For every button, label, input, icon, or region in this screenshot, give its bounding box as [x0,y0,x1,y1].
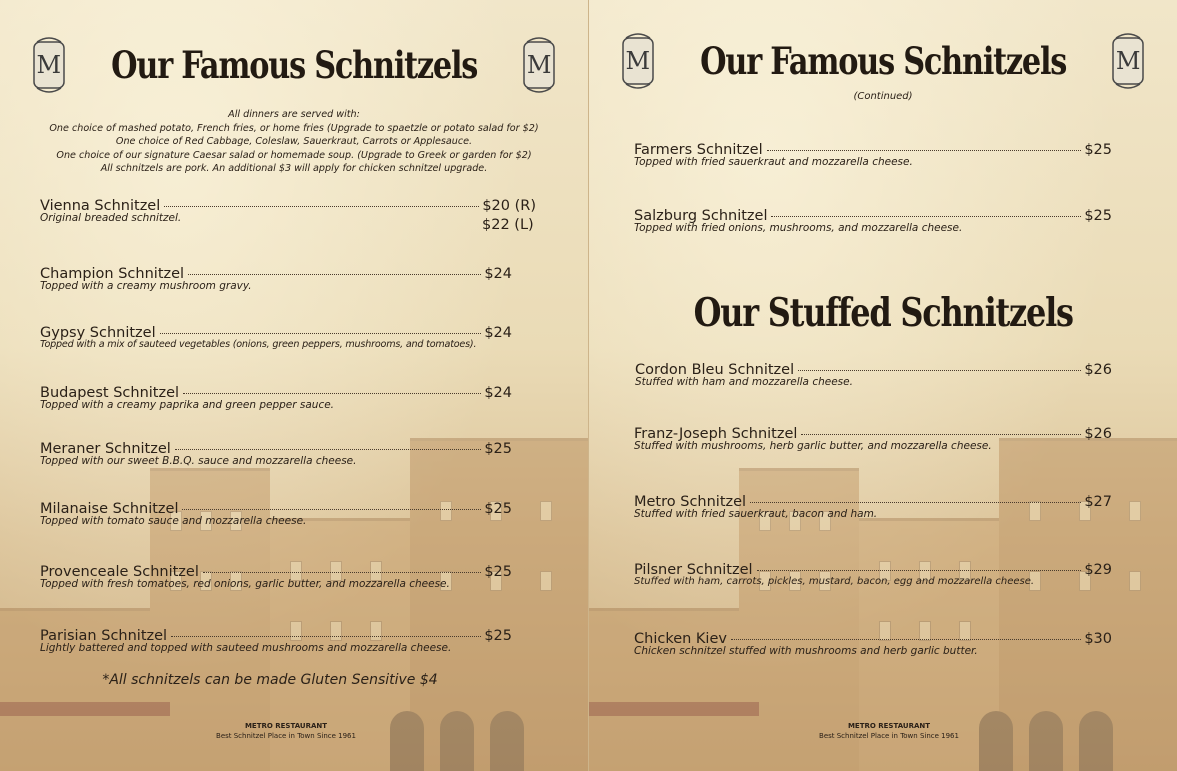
item-name: Gypsy Schnitzel [40,325,156,341]
menu-page-right [588,0,1177,771]
item-description: Topped with fried sauerkraut and mozzarella cheese. [634,156,913,168]
restaurant-name: METRO RESTAURANT [244,722,328,730]
intro-line: One choice of Red Cabbage, Coleslaw, Sauerkraut, Carrots or Applesauce. [115,136,473,148]
item-name: Budapest Schnitzel [40,385,180,401]
metro-crest-icon: M [620,30,656,92]
item-description: Topped with a creamy paprika and green pepper sauce. [40,399,335,411]
item-price: $30 [1084,631,1112,647]
intro-line: One choice of our signature Caesar salad or homemade soup. (Upgrade to Greek or garden for $2) [56,149,532,161]
item-price: $25 [484,628,512,644]
item-price: $25 [1084,208,1112,224]
item-description: Topped with our sweet B.B.Q. sauce and mozzarella cheese. [40,455,357,467]
page-header-right [589,30,1177,92]
metro-crest-icon: M [1110,30,1146,92]
menu-item [634,562,1112,587]
stuffed-section-title: Our Stuffed Schnitzels [693,290,1073,336]
menu-page-left [0,0,588,771]
item-price: $25 [484,441,512,457]
menu-item [40,628,512,654]
item-price: $24 [484,325,512,341]
item-description: Topped with a creamy mushroom gravy. [40,280,252,292]
restaurant-tagline: Best Schnitzel Place in Town Since 1961 [819,732,959,740]
restaurant-footer [789,721,989,741]
item-price: $25 [1084,142,1112,158]
menu-item [634,426,1112,452]
street-scene-background [589,411,1177,771]
item-description: Stuffed with fried sauerkraut, bacon and ham. [634,508,878,520]
metro-crest-icon: M [31,34,67,96]
gluten-sensitive-note: *All schnitzels can be made Gluten Sensitive $4 [102,672,438,688]
metro-crest-icon: M [521,34,557,96]
menu-item [40,198,536,224]
item-name: Vienna Schnitzel [40,198,161,214]
item-description: Stuffed with ham and mozzarella cheese. [635,376,853,388]
restaurant-tagline: Best Schnitzel Place in Town Since 1961 [216,732,356,740]
item-description: Stuffed with mushrooms, herb garlic butter, and mozzarella cheese. [634,440,992,452]
menu-item [40,325,512,350]
item-price: $29 [1084,562,1112,578]
item-name: Milanaise Schnitzel [40,501,179,517]
dinner-includes-note [30,108,558,176]
item-description: Topped with fried onions, mushrooms, and mozzarella cheese. [634,222,963,234]
item-name: Parisian Schnitzel [40,628,168,644]
item-name: Franz-Joseph Schnitzel [634,426,798,442]
item-description: Original breaded schnitzel. [40,212,182,224]
item-price: $26 [1084,362,1112,378]
menu-item [634,208,1112,234]
item-price: $24 [484,266,512,282]
menu-item [40,385,512,411]
item-name: Cordon Bleu Schnitzel [635,362,795,378]
menu-item [634,142,1112,168]
menu-item [40,564,512,590]
item-name: Champion Schnitzel [40,266,185,282]
item-name: Farmers Schnitzel [634,142,763,158]
menu-item [40,501,512,527]
item-price: $25 [484,501,512,517]
item-name: Metro Schnitzel [634,494,747,510]
item-name: Salzburg Schnitzel [634,208,768,224]
item-name: Pilsner Schnitzel [634,562,753,578]
item-price: $26 [1084,426,1112,442]
menu-item [635,362,1112,388]
item-name: Meraner Schnitzel [40,441,171,457]
item-price: $20 (R) [482,198,536,214]
page-subtitle: (Continued) [853,91,913,102]
page-title: Our Famous Schnitzels [111,43,477,87]
item-description: Chicken schnitzel stuffed with mushrooms and herb garlic butter. [634,645,978,657]
restaurant-name: METRO RESTAURANT [847,722,931,730]
intro-line: One choice of mashed potato, French fries, or home fries (Upgrade to spaetzle or potato salad for $2) [49,122,539,134]
item-name: Provenceale Schnitzel [40,564,199,580]
item-description: Stuffed with ham, carrots, pickles, mustard, bacon, egg and mozzarella cheese. [634,576,1035,587]
intro-line: All schnitzels are pork. An additional $3 will apply for chicken schnitzel upgrade. [100,163,488,175]
page-title: Our Famous Schnitzels [700,39,1066,83]
menu-item [40,266,512,292]
menu-item [634,494,1112,520]
item-name: Chicken Kiev [634,631,727,647]
menu-item [40,441,512,467]
item-description: Topped with a mix of sauteed vegetables (onions, green peppers, mushrooms, and tomatoes). [40,339,477,350]
restaurant-footer [186,721,386,741]
item-description: Topped with tomato sauce and mozzarella cheese. [40,515,307,527]
item-description: Topped with fresh tomatoes, red onions, garlic butter, and mozzarella cheese. [40,578,450,590]
item-price: $27 [1084,494,1112,510]
item-price-large: $22 (L) [482,217,534,233]
item-price: $25 [484,564,512,580]
intro-line: All dinners are served with: [228,109,360,120]
page-header-left [0,34,588,96]
menu-item [634,631,1112,657]
item-price: $24 [484,385,512,401]
item-description: Lightly battered and topped with sauteed mushrooms and mozzarella cheese. [40,642,452,654]
